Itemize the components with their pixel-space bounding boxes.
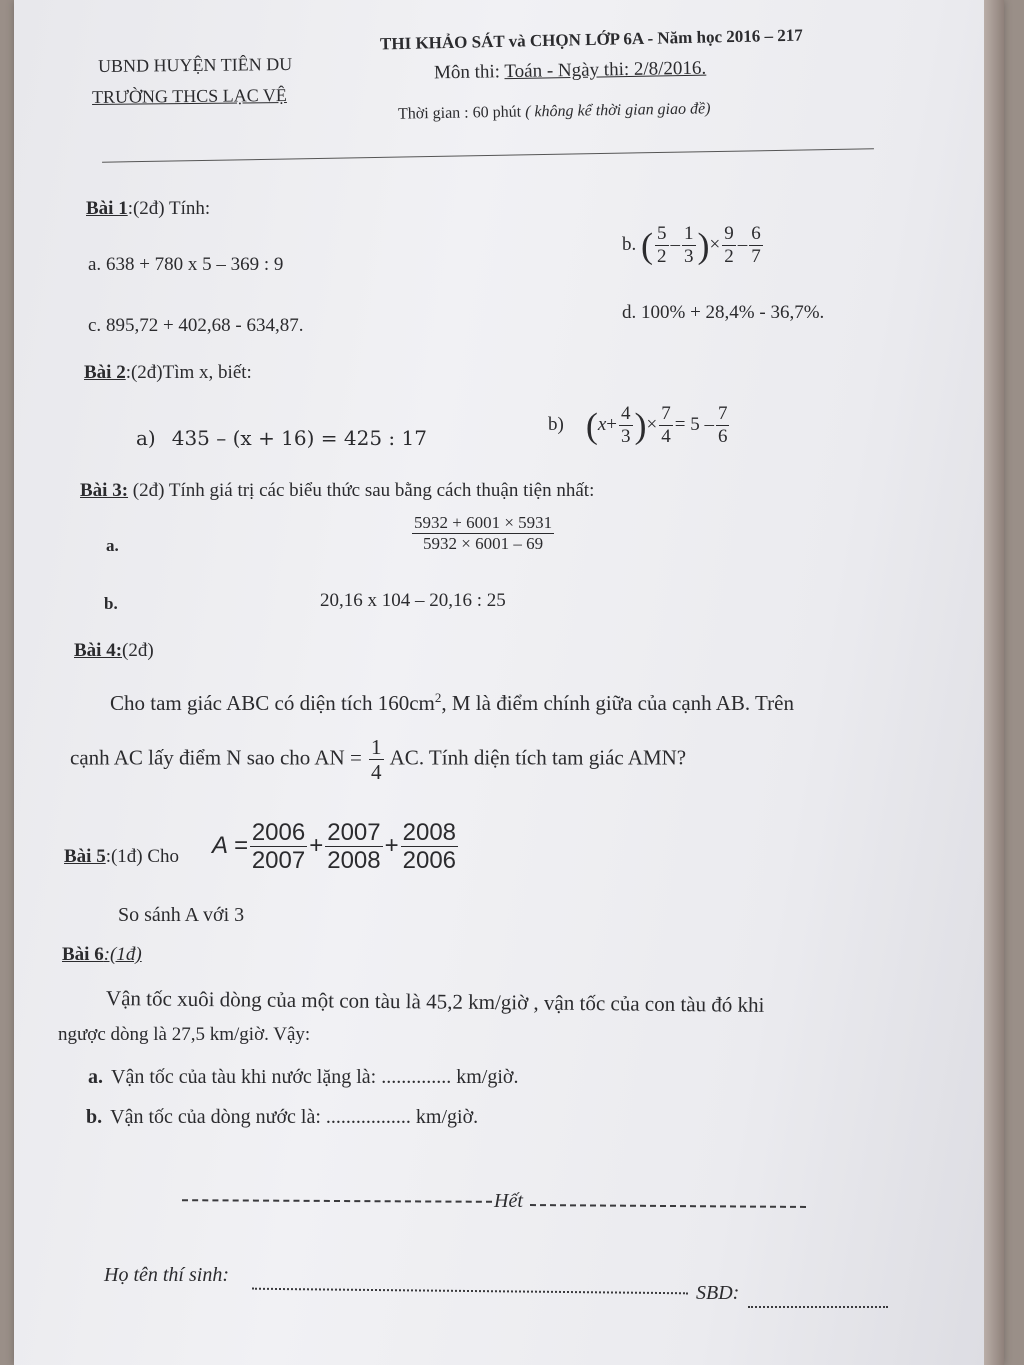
denominator: 2 (724, 245, 734, 267)
bai4-line2 (70, 736, 686, 783)
bai3-title: Bài 3: (80, 480, 129, 501)
bai1-b: b. ( $\frac{5}{2}$ – $\frac{1}{3}$ )× $\frac{9}{2}$ – $\frac{6}{7}$ (622, 223, 761, 267)
numerator: 7 (717, 403, 728, 424)
numerator: 1 (684, 223, 694, 244)
numerator: 4 (621, 403, 631, 424)
exam-duration (398, 100, 711, 123)
variable-x: x (597, 413, 607, 435)
bai2-points: :(2đ)Tìm x, biết: (125, 362, 252, 383)
denominator: 2 (657, 245, 667, 267)
denominator: 2008 (327, 847, 381, 875)
bai2-heading (84, 362, 252, 384)
bai1-d-label: d. (622, 302, 637, 323)
bai1-c-expr: 895,72 + 402,68 - 634,87. (105, 315, 304, 336)
denominator: 6 (717, 425, 728, 447)
bai1-b-label: b. (622, 233, 637, 255)
bai1-d-expr: 100% + 28,4% - 36,7%. (641, 302, 825, 323)
bai3-b-label: b. (104, 594, 118, 613)
numerator: 1 (371, 735, 382, 759)
numerator: 2007 (327, 819, 381, 846)
bai6-line2: ngược dòng là 27,5 km/giờ. Vậy: (58, 1024, 311, 1045)
bai5-heading (64, 846, 179, 868)
numerator: 6 (751, 223, 761, 244)
superscript: 2 (434, 690, 442, 705)
bai4-line1-a: Cho tam giác ABC có diện tích 160cm (110, 691, 435, 715)
school-district: UBND HUYỆN TIÊN DU (97, 53, 293, 77)
fraction (250, 820, 307, 873)
fraction (401, 820, 458, 873)
fraction (659, 404, 673, 447)
fraction (619, 404, 633, 447)
bai6-b-text: Vận tốc của dòng nước là: ................. km/giờ. (110, 1106, 479, 1128)
school-name: TRƯỜNG THCS LẠC VỆ (91, 84, 287, 108)
bai6-line1: Vận tốc xuôi dòng của một con tàu là 45,2 km/giờ , vận tốc của con tàu đó khi (105, 986, 765, 1017)
bai4-line2-b: AC. Tính diện tích tam giác AMN? (389, 745, 687, 770)
bai1-c-label: c. (88, 315, 102, 336)
bai2-a-label: a) (136, 426, 156, 450)
exam-subject (434, 58, 707, 85)
paren-open: ( (641, 225, 654, 266)
sbd-label: SBD: (696, 1282, 740, 1304)
fraction (722, 224, 736, 267)
bai6-points: :(1đ) (103, 944, 142, 965)
paren-close: ) (634, 405, 647, 446)
fraction (325, 820, 382, 873)
denominator: 2006 (402, 847, 457, 875)
denominator: 3 (684, 245, 694, 267)
fraction (716, 404, 730, 447)
bai2-b-label: b) (548, 413, 564, 435)
bai2-a-expr: 435 – (x + 16) = 425 : 17 (171, 426, 427, 450)
denominator: 2007 (251, 847, 306, 875)
bai1-c (88, 315, 303, 337)
paper-edge-shadow (984, 0, 1004, 1365)
paren-close: ) (697, 225, 710, 266)
fraction (682, 224, 696, 267)
bai5-title: Bài 5 (64, 846, 106, 867)
end-dash-right (530, 1204, 806, 1208)
bai4-points: (2đ) (122, 640, 154, 661)
bai6-a-label: a. (88, 1066, 103, 1088)
fraction (749, 224, 763, 267)
sbd-field[interactable] (748, 1306, 888, 1308)
denominator: 4 (371, 760, 382, 785)
numerator: 2006 (251, 819, 306, 846)
paren-open: ( (585, 405, 598, 446)
exam-title: THI KHẢO SÁT và CHỌN LỚP 6A - Năm học 2016 – 217 (379, 25, 803, 54)
bai3-heading (80, 480, 594, 502)
bai2-b: b) (x+ $\frac{4}{3}$ )× $\frac{7}{4}$ = 5 – $\frac{7}{6}$ (548, 403, 728, 447)
end-marker: Hết (494, 1190, 523, 1212)
denominator: 4 (661, 425, 671, 447)
bai6-b-label: b. (86, 1106, 103, 1128)
bai1-a-expr: 638 + 780 x 5 – 369 : 9 (105, 254, 284, 275)
a-equals: A = (212, 832, 248, 860)
bai5-question: So sánh A với 3 (118, 904, 245, 926)
denominator: 3 (621, 425, 631, 447)
bai3-points: (2đ) Tính giá trị các biểu thức sau bằng cách thuận tiện nhất: (128, 480, 595, 501)
equals-part: = 5 – (674, 413, 714, 435)
candidate-name-field[interactable] (252, 1288, 688, 1295)
numerator: 5 (657, 223, 667, 244)
fraction (412, 514, 554, 553)
denominator: 7 (751, 245, 761, 267)
bai6-b (86, 1106, 478, 1129)
bai1-title: Bài 1 (86, 198, 128, 219)
numerator: 9 (724, 223, 734, 244)
bai2-title: Bài 2 (84, 362, 126, 383)
bai6-title: Bài 6 (62, 944, 104, 965)
subject-value: Toán - Ngày thi: 2/8/2016. (504, 57, 707, 83)
bai1-a (88, 254, 283, 276)
fraction (655, 224, 669, 267)
candidate-name-label: Họ tên thí sinh: (104, 1264, 229, 1286)
bai6-a (88, 1066, 518, 1089)
bai3-a-fraction (410, 514, 556, 553)
numerator: 5932 + 6001 × 5931 (414, 513, 553, 532)
time-label: Thời gian : 60 phút (397, 103, 526, 123)
bai1-d (622, 302, 824, 324)
exam-paper (14, 0, 1004, 1365)
subject-label: Môn thi: (433, 61, 505, 84)
bai1-a-label: a. (88, 254, 102, 275)
bai4-title: Bài 4: (74, 640, 123, 661)
bai3-b-expr: 20,16 x 104 – 20,16 : 25 (320, 590, 506, 611)
bai1-points: :(2đ) Tính: (127, 198, 211, 219)
end-dash-left (182, 1199, 492, 1203)
fraction (369, 736, 384, 783)
bai4-line1 (110, 690, 794, 716)
bai4-line2-a: cạnh AC lấy điểm N sao cho AN = (70, 745, 362, 770)
header-divider (102, 148, 874, 162)
bai2-a (136, 426, 427, 450)
bai5-points: :(1đ) Cho (105, 846, 180, 867)
bai3-a-label: a. (106, 536, 119, 555)
numerator: 7 (661, 403, 671, 424)
bai6-a-text: Vận tốc của tàu khi nước lặng là: .............. km/giờ. (111, 1066, 519, 1088)
bai5-expression: A = $\frac{2006}{2007}$ + $\frac{2007}{2008}$ + $\frac{2008}{2006}$ (212, 819, 457, 875)
bai6-heading (62, 944, 142, 966)
bai1-heading (86, 198, 210, 220)
bai4-line1-b: , M là điểm chính giữa của cạnh AB. Trên (441, 691, 794, 715)
time-note: ( không kể thời gian giao đề) (524, 100, 711, 121)
bai4-heading (74, 640, 154, 662)
numerator: 2008 (402, 819, 457, 846)
denominator: 5932 × 6001 – 69 (423, 533, 544, 553)
